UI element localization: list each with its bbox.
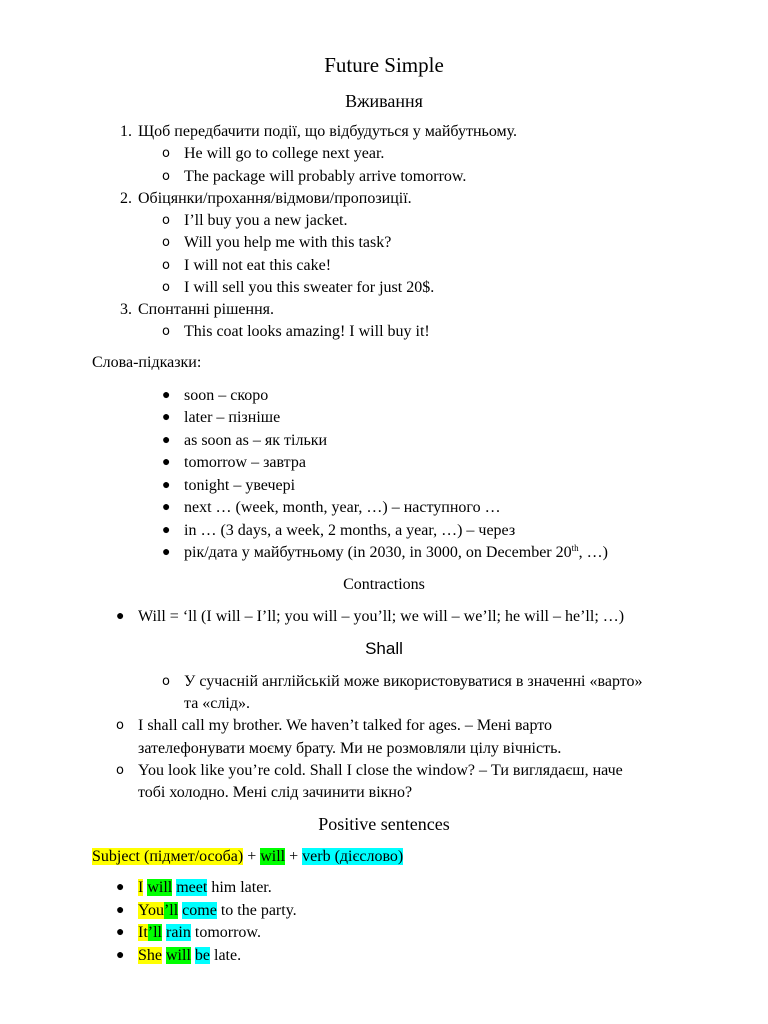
hint-item-future-date	[184, 543, 608, 563]
hint-item-text: рік/дата у майбутньому (in 2030, in 3000, on December 20	[184, 544, 572, 561]
shall-example: You look like you’re cold. Shall I close the window? – Ти виглядаєш, наче	[138, 762, 623, 779]
example-subject: It	[138, 924, 148, 941]
usage-example: I’ll buy you a new jacket.	[184, 212, 348, 229]
dot-bullet-icon: ●	[116, 609, 125, 624]
positive-formula	[92, 847, 403, 867]
hint-item: tomorrow – завтра	[184, 454, 306, 471]
example-rest: him later.	[211, 879, 272, 896]
formula-will: will	[260, 848, 286, 865]
dot-bullet-icon: ●	[116, 925, 125, 940]
usage-item-number: 2.	[120, 190, 132, 207]
positive-example	[138, 901, 297, 921]
contractions-item: Will = ‘ll (I will – I’ll; you will – you’ll; we will – we’ll; he will – he’ll; …)	[138, 608, 625, 625]
example-subject: I	[138, 879, 144, 896]
example-verb: be	[194, 947, 210, 964]
circle-bullet-icon: o	[162, 674, 170, 689]
dot-bullet-icon: ●	[116, 948, 125, 963]
formula-subject: Subject (підмет/особа)	[92, 848, 244, 865]
circle-bullet-icon: o	[162, 258, 170, 273]
usage-heading: Вживання	[345, 91, 423, 111]
usage-item-number: 1.	[120, 123, 132, 140]
circle-bullet-icon: o	[116, 763, 124, 778]
shall-heading: Shall	[365, 639, 403, 658]
superscript-th: th	[571, 543, 579, 553]
dot-bullet-icon: ●	[162, 500, 171, 515]
dot-bullet-icon: ●	[162, 455, 171, 470]
usage-example: This coat looks amazing! I will buy it!	[184, 323, 430, 340]
example-verb: meet	[176, 879, 208, 896]
dot-bullet-icon: ●	[162, 433, 171, 448]
usage-item-text: Спонтанні рішення.	[138, 301, 275, 318]
shall-note-continued: та «слід».	[184, 695, 250, 712]
positive-example	[138, 923, 261, 943]
dot-bullet-icon: ●	[162, 545, 171, 560]
shall-example-continued: тобі холодно. Мені слід зачинити вікно?	[138, 784, 413, 801]
example-rest: late.	[214, 947, 242, 964]
circle-bullet-icon: o	[162, 324, 170, 339]
hint-item-text-end: , …)	[578, 544, 608, 561]
formula-plus: +	[285, 848, 303, 865]
dot-bullet-icon: ●	[116, 880, 125, 895]
example-rest: tomorrow.	[194, 924, 261, 941]
circle-bullet-icon: o	[116, 718, 124, 733]
example-will: ’ll	[147, 924, 162, 941]
example-subject: You	[138, 902, 164, 919]
page-title: Future Simple	[324, 53, 444, 77]
usage-item-number: 3.	[120, 301, 132, 318]
hint-item: in … (3 days, a week, 2 months, a year, …) – через	[184, 522, 516, 539]
hints-heading: Слова-підказки:	[92, 354, 202, 371]
hint-item: as soon as – як тільки	[184, 432, 328, 449]
example-rest: to the party.	[220, 902, 297, 919]
positive-example	[138, 878, 272, 898]
shall-example-continued: зателефонувати моєму брату. Ми не розмовляли цілу вічність.	[138, 740, 562, 757]
dot-bullet-icon: ●	[162, 478, 171, 493]
example-verb: rain	[166, 924, 191, 941]
dot-bullet-icon: ●	[116, 903, 125, 918]
shall-note: У сучасній англійській може використовуватися в значенні «варто»	[184, 673, 643, 690]
dot-bullet-icon: ●	[162, 410, 171, 425]
shall-example: I shall call my brother. We haven’t talked for ages. – Мені варто	[138, 717, 553, 734]
example-will: will	[166, 947, 191, 964]
formula-verb: verb (дієслово)	[302, 848, 404, 865]
usage-item-text: Щоб передбачити події, що відбудуться у майбутньому.	[138, 123, 518, 140]
usage-example: I will not eat this cake!	[184, 257, 332, 274]
dot-bullet-icon: ●	[162, 523, 171, 538]
circle-bullet-icon: o	[162, 213, 170, 228]
usage-example: I will sell you this sweater for just 20$.	[184, 279, 435, 296]
usage-example: Will you help me with this task?	[184, 234, 392, 251]
formula-plus: +	[243, 848, 261, 865]
usage-example: The package will probably arrive tomorrow.	[184, 168, 467, 185]
circle-bullet-icon: o	[162, 235, 170, 250]
circle-bullet-icon: o	[162, 146, 170, 161]
positive-example	[138, 946, 241, 966]
example-verb: come	[182, 902, 217, 919]
positive-heading: Positive sentences	[318, 814, 450, 834]
dot-bullet-icon: ●	[162, 388, 171, 403]
usage-item-text: Обіцянки/прохання/відмови/пропозиції.	[138, 190, 412, 207]
contractions-heading: Contractions	[343, 576, 425, 593]
hint-item: soon – скоро	[184, 387, 269, 404]
circle-bullet-icon: o	[162, 169, 170, 184]
circle-bullet-icon: o	[162, 280, 170, 295]
hint-item: next … (week, month, year, …) – наступного …	[184, 499, 501, 516]
example-will: will	[147, 879, 173, 896]
usage-example: He will go to college next year.	[184, 145, 385, 162]
example-will: ’ll	[163, 902, 179, 919]
example-subject: She	[138, 947, 162, 964]
hint-item: tonight – увечері	[184, 477, 296, 494]
hint-item: later – пізніше	[184, 409, 281, 426]
